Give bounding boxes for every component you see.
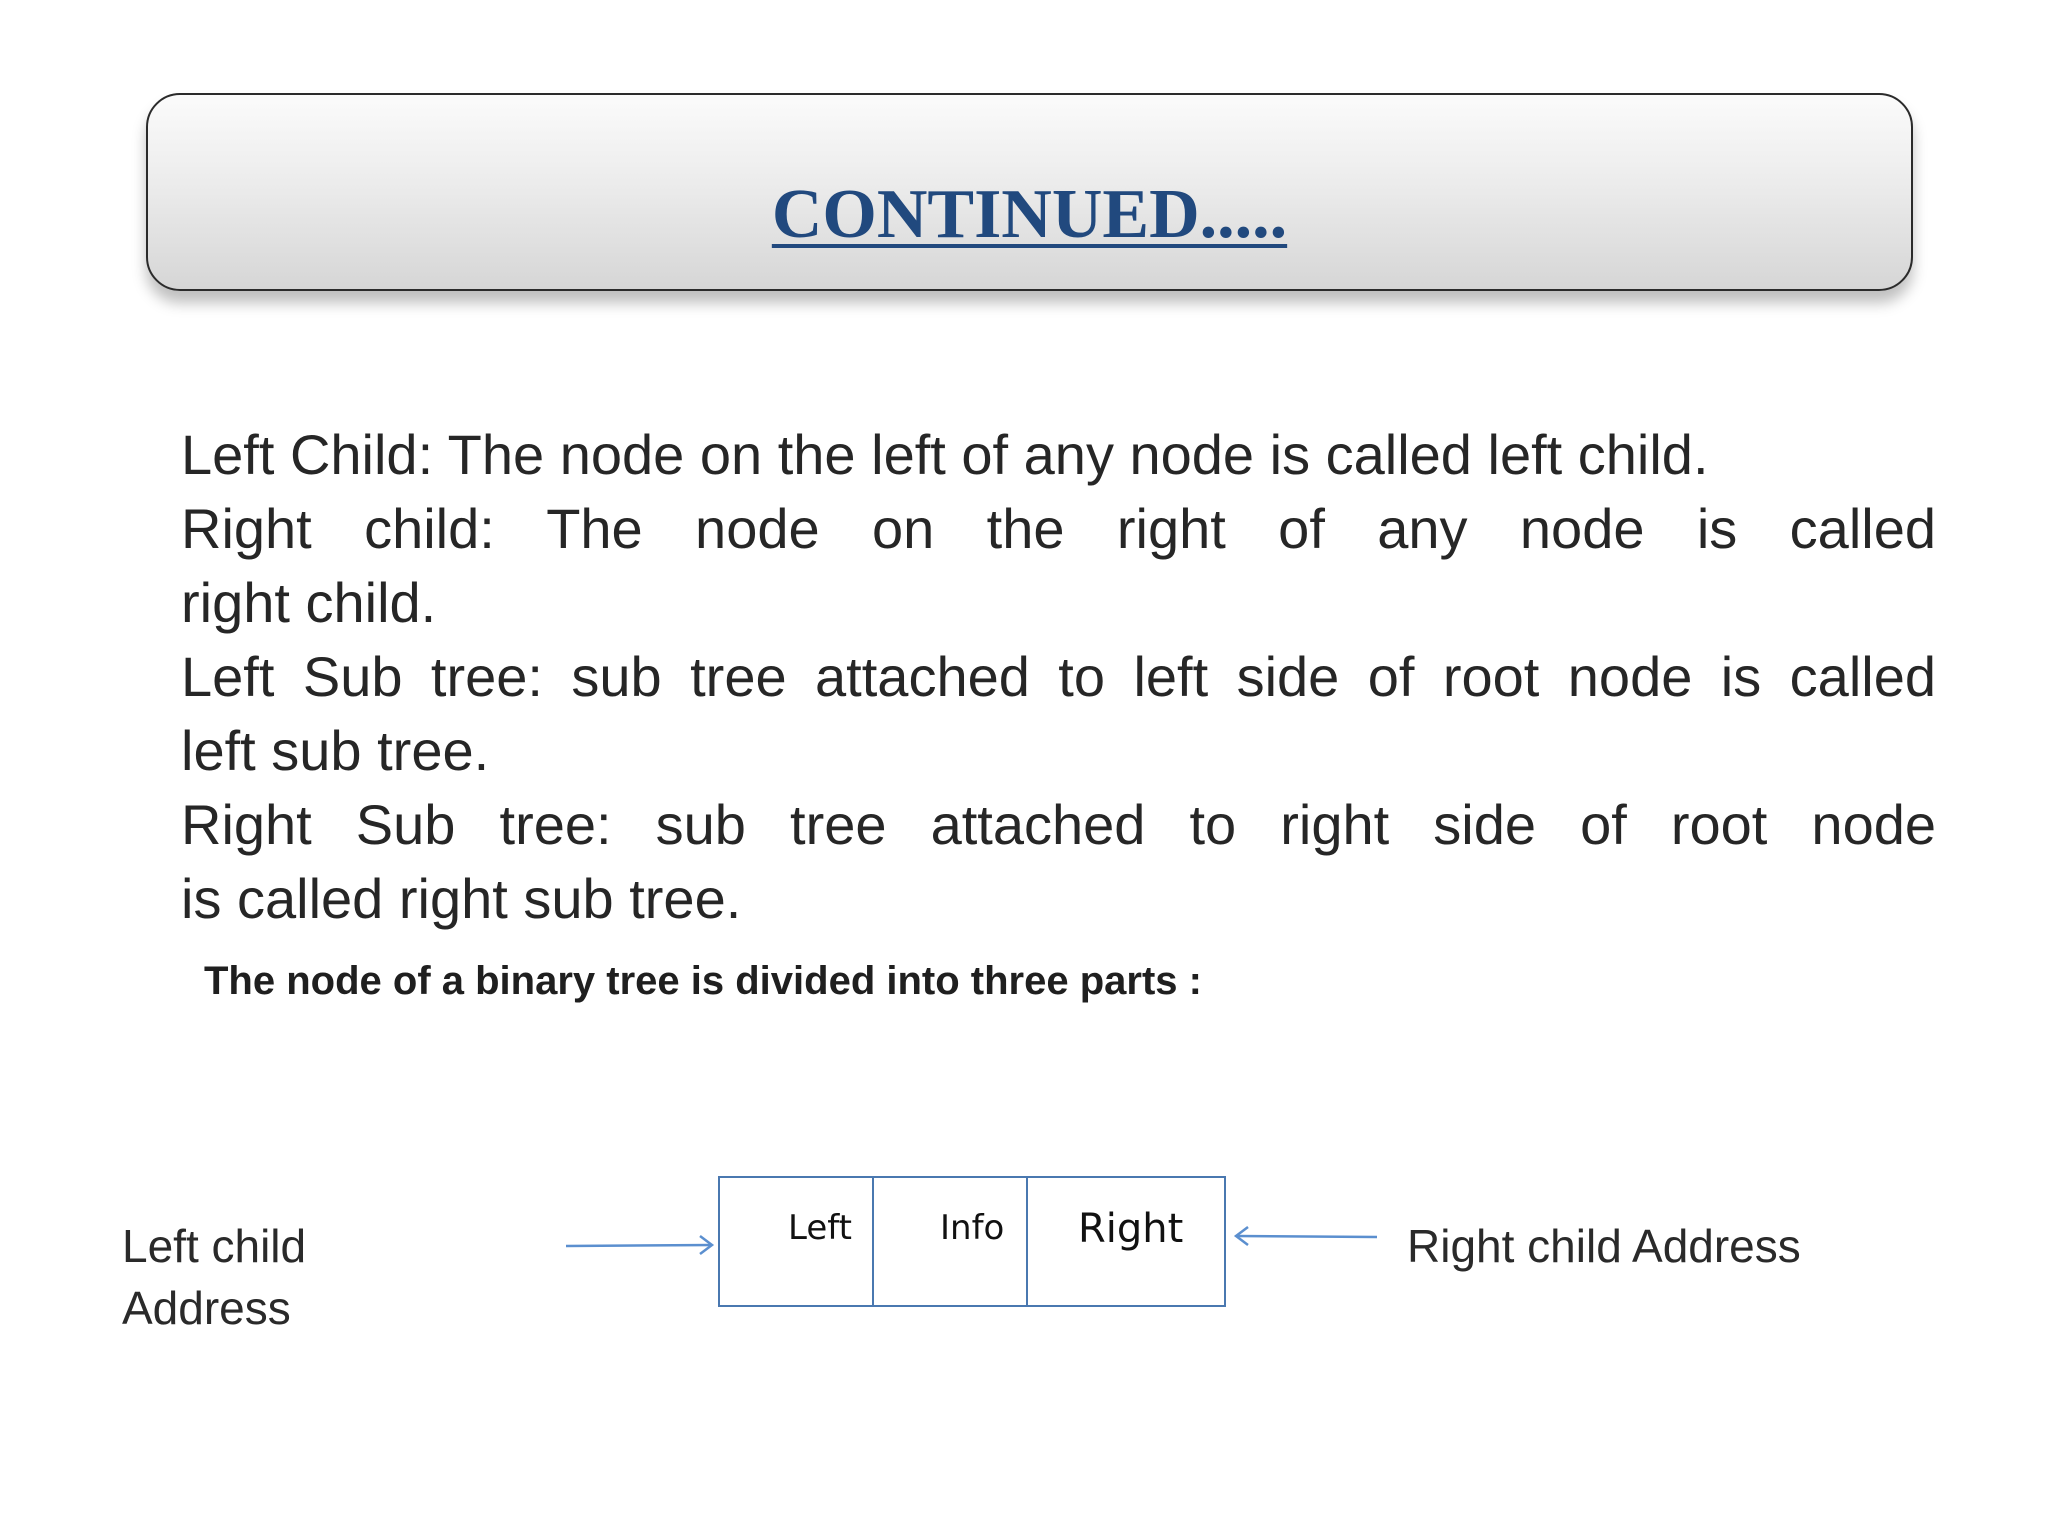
left-subtree-definition-line1: Left Sub tree: sub tree attached to left side of root node is called — [181, 645, 1936, 708]
left-subtree-definition-line2: left sub tree. — [181, 719, 490, 782]
info-cell-label: Info — [940, 1208, 1005, 1248]
right-child-address-label: Right child Address — [1407, 1220, 1801, 1272]
info-cell — [874, 1178, 1028, 1305]
slide-title: CONTINUED..... — [771, 176, 1288, 253]
right-child-definition-line1: Right child: The node on the right of any node is called — [181, 497, 1936, 560]
definitions-block — [181, 418, 1936, 936]
node-parts-heading: The node of a binary tree is divided into three parts : — [204, 959, 1202, 1003]
right-subtree-definition-line2: is called right sub tree. — [181, 867, 742, 930]
left-label-line1: Left child — [122, 1220, 307, 1272]
left-child-address-label — [122, 1215, 306, 1339]
title-banner — [146, 93, 1913, 291]
left-label-line2: Address — [122, 1282, 291, 1334]
left-child-definition: Left Child: The node on the left of any node is called left child. — [181, 423, 1709, 486]
right-cell-label: Right — [1078, 1206, 1184, 1252]
binary-tree-node-diagram — [718, 1176, 1226, 1307]
left-cell-label: Left — [788, 1208, 852, 1248]
right-subtree-definition-line1: Right Sub tree: sub tree attached to right side of root node — [181, 793, 1936, 856]
right-pointer-cell — [1028, 1178, 1224, 1305]
right-child-definition-line2: right child. — [181, 571, 437, 634]
left-pointer-cell — [720, 1178, 874, 1305]
